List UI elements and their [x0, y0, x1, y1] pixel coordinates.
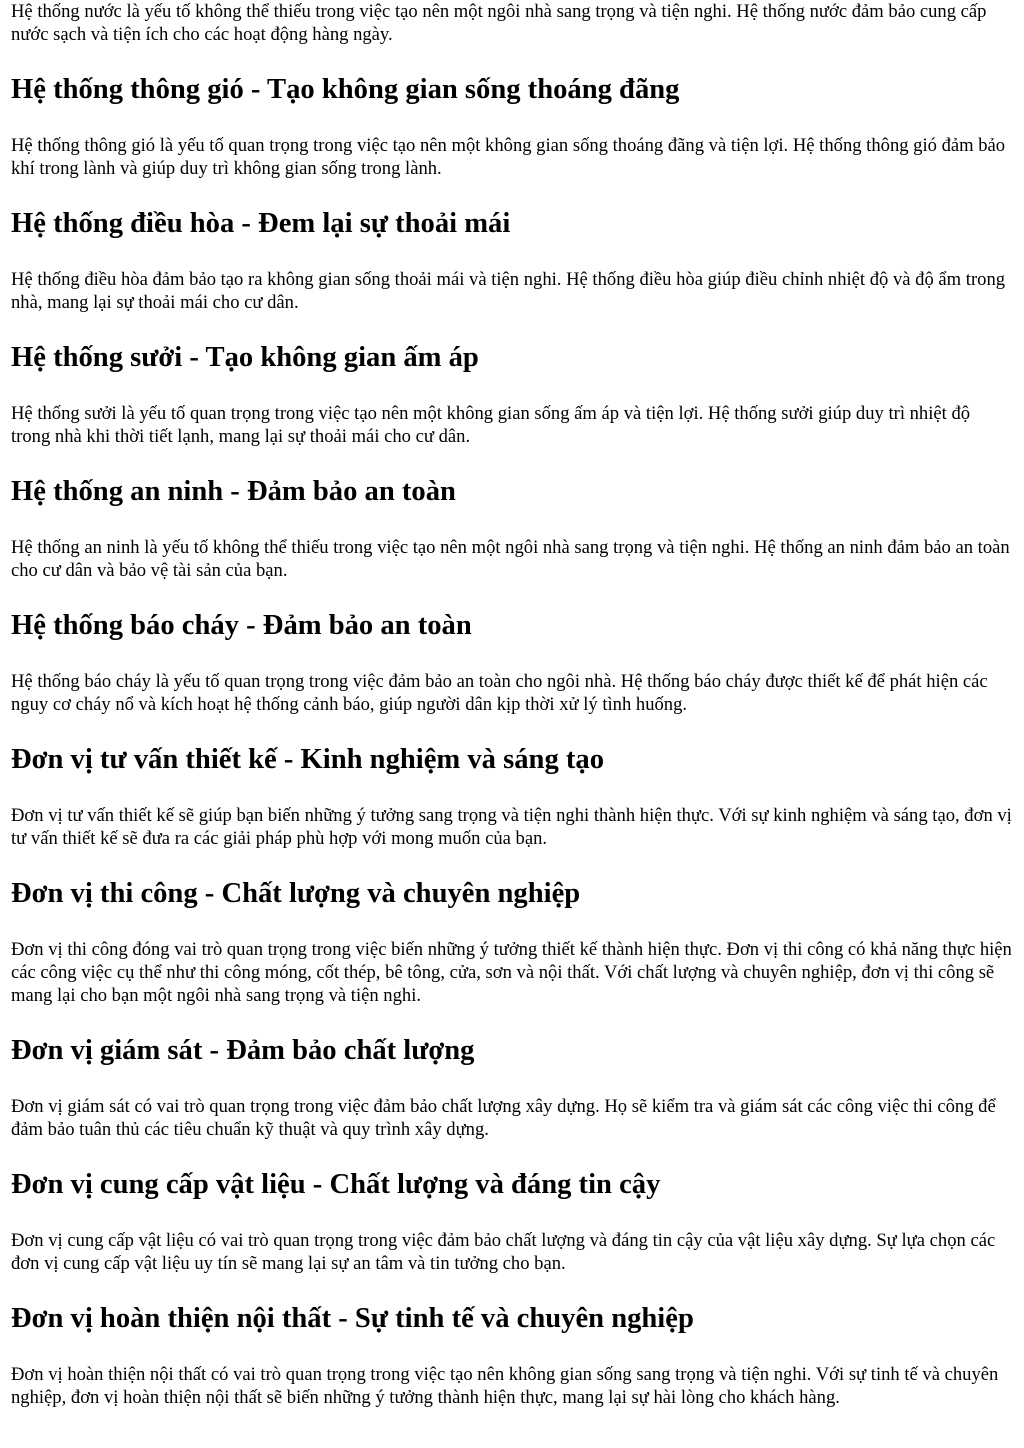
section-body-interior-finishing: Đơn vị hoàn thiện nội thất có vai trò quan trọng trong việc tạo nên không gian sống sang trọng và tiện nghi. Với sự tinh tế và chuyên nghiệp, đơn vị hoàn thiện nội thất sẽ biến những ý tưởng thành hiện thực, mang lại sự hài lòng cho khách hàng.	[11, 1364, 999, 1408]
section-heading-supervision: Đơn vị giám sát - Đảm bảo chất lượng	[11, 1035, 475, 1066]
section-heading-air-conditioning: Hệ thống điều hòa - Đem lại sự thoải mái	[11, 208, 511, 239]
section-heading-material-supplier: Đơn vị cung cấp vật liệu - Chất lượng và đáng tin cậy	[11, 1169, 661, 1200]
section-body-supervision: Đơn vị giám sát có vai trò quan trọng trong việc đảm bảo chất lượng xây dựng. Họ sẽ kiểm tra và giám sát các công việc thi công để đảm bảo tuân thủ các tiêu chuẩn kỹ thuật và quy trình xây dựng.	[11, 1096, 996, 1140]
section-body-security: Hệ thống an ninh là yếu tố không thể thiếu trong việc tạo nên một ngôi nhà sang trọng và tiện nghi. Hệ thống an ninh đảm bảo an toàn cho cư dân và bảo vệ tài sản của bạn.	[11, 537, 1010, 581]
section-body-ventilation: Hệ thống thông gió là yếu tố quan trọng trong việc tạo nên một không gian sống thoáng đãng và tiện lợi. Hệ thống thông gió đảm bảo khí trong lành và giúp duy trì không gian sống trong lành.	[11, 135, 1006, 179]
section-heading-heating: Hệ thống sưởi - Tạo không gian ấm áp	[11, 342, 479, 373]
section-body-design-consultant: Đơn vị tư vấn thiết kế sẽ giúp bạn biến những ý tưởng sang trọng và tiện nghi thành hiện thực. Với sự kinh nghiệm và sáng tạo, đơn vị tư vấn thiết kế sẽ đưa ra các giải pháp phù hợp với mong muốn của bạn.	[11, 805, 1012, 849]
section-heading-security: Hệ thống an ninh - Đảm bảo an toàn	[11, 476, 456, 507]
section-heading-construction: Đơn vị thi công - Chất lượng và chuyên nghiệp	[11, 878, 581, 909]
section-body-air-conditioning: Hệ thống điều hòa đảm bảo tạo ra không gian sống thoải mái và tiện nghi. Hệ thống điều hòa giúp điều chỉnh nhiệt độ và độ ẩm trong nhà, mang lại sự thoải mái cho cư dân.	[11, 269, 1006, 313]
section-heading-interior-finishing: Đơn vị hoàn thiện nội thất - Sự tinh tế và chuyên nghiệp	[11, 1303, 694, 1334]
intro-paragraph: Hệ thống nước là yếu tố không thể thiếu trong việc tạo nên một ngôi nhà sang trọng và tiện nghi. Hệ thống nước đảm bảo cung cấp nước sạch và tiện ích cho các hoạt động hàng ngày.	[11, 1, 987, 45]
section-body-construction: Đơn vị thi công đóng vai trò quan trọng trong việc biến những ý tưởng thiết kế thành hiện thực. Đơn vị thi công có khả năng thực hiện các công việc cụ thể như thi công móng, cốt thép, bê tông, cửa, sơn và nội thất. Với chất lượng và chuyên nghiệp, đơn vị thi công sẽ mang lại cho bạn một ngôi nhà sang trọng và tiện nghi.	[11, 939, 1012, 1006]
section-heading-fire-alarm: Hệ thống báo cháy - Đảm bảo an toàn	[11, 610, 472, 641]
section-body-fire-alarm: Hệ thống báo cháy là yếu tố quan trọng trong việc đảm bảo an toàn cho ngôi nhà. Hệ thống báo cháy được thiết kế để phát hiện các nguy cơ cháy nổ và kích hoạt hệ thống cảnh báo, giúp người dân kịp thời xử lý tình huống.	[11, 671, 988, 715]
section-body-material-supplier: Đơn vị cung cấp vật liệu có vai trò quan trọng trong việc đảm bảo chất lượng và đáng tin cậy của vật liệu xây dựng. Sự lựa chọn các đơn vị cung cấp vật liệu uy tín sẽ mang lại sự an tâm và tin tưởng cho bạn.	[11, 1230, 996, 1274]
section-heading-ventilation: Hệ thống thông gió - Tạo không gian sống thoáng đãng	[11, 74, 680, 105]
section-body-heating: Hệ thống sưởi là yếu tố quan trọng trong việc tạo nên một không gian sống ấm áp và tiện lợi. Hệ thống sưởi giúp duy trì nhiệt độ trong nhà khi thời tiết lạnh, mang lại sự thoải mái cho cư dân.	[11, 403, 971, 447]
section-heading-design-consultant: Đơn vị tư vấn thiết kế - Kinh nghiệm và sáng tạo	[11, 744, 605, 775]
